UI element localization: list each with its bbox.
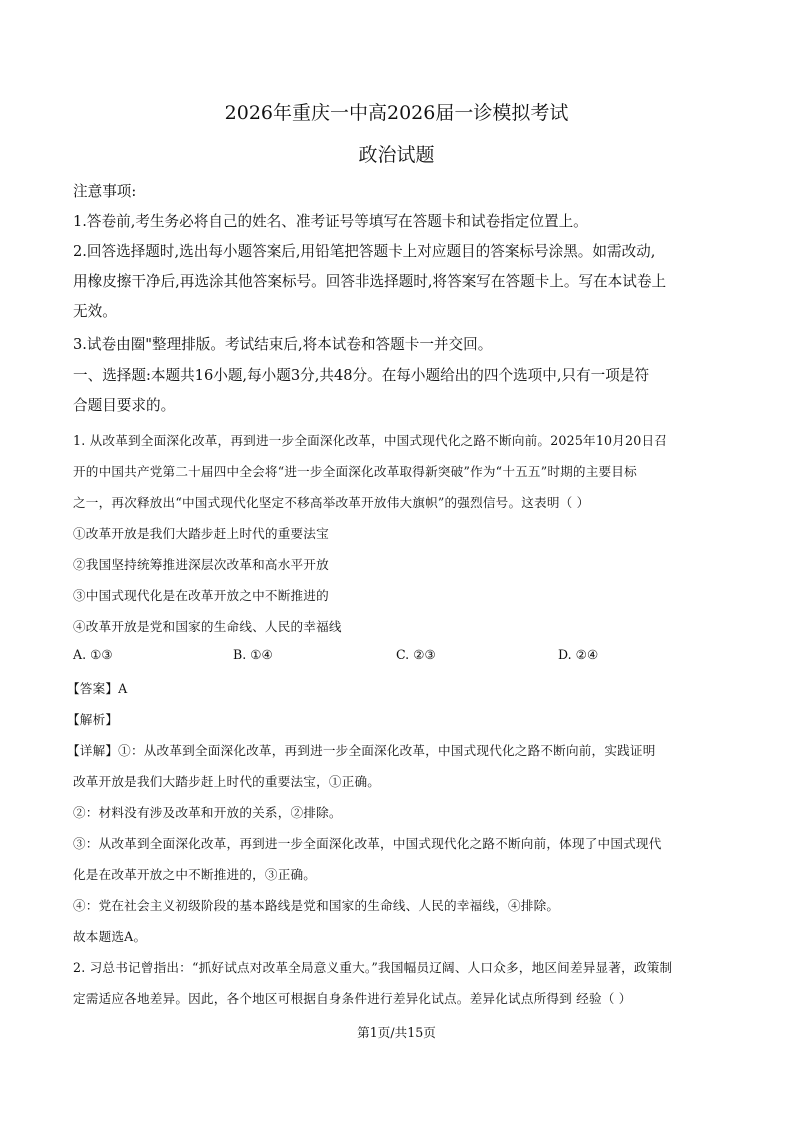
analysis-line: 改革开放是我们大踏步赶上时代的重要法宝，①正确。 — [73, 774, 381, 789]
notice-line: 1.答卷前,考生务必将自己的姓名、准考证号等填写在答题卡和试卷指定位置上。 — [73, 213, 588, 230]
analysis-line: 化是在改革开放之中不断推进的，③正确。 — [73, 867, 317, 882]
option-c: C. ②③ — [396, 647, 436, 662]
question-stem: 定需适应各地差异。因此，各个地区可根据自身条件进行差异化试点。差异化试点所得到 经验（ ） — [73, 991, 632, 1006]
analysis-line: ③：从改革到全面深化改革，再到进一步全面深化改革，中国式现代化之路不断向前，体现了中国式现代 — [73, 836, 662, 851]
statement: ③中国式现代化是在改革开放之中不断推进的 — [73, 588, 329, 603]
analysis-line: 【详解】①：从改革到全面深化改革，再到进一步全面深化改革，中国式现代化之路不断向前，实践证明 — [67, 743, 656, 758]
question-stem: 2. 习总书记曾指出：“抓好试点对改革全局意义重大。”我国幅员辽阔、人口众多，地区间差异显著，政策制 — [73, 960, 673, 975]
statement: ①改革开放是我们大踏步赶上时代的重要法宝 — [73, 526, 329, 541]
notice-line: 3.试卷由圈"整理排版。考试结束后,将本试卷和答题卡一并交回。 — [73, 336, 493, 353]
analysis-label: 【解析】 — [67, 712, 119, 727]
analysis-line: ④：党在社会主义初级阶段的基本路线是党和国家的生命线、人民的幸福线，④排除。 — [73, 898, 560, 913]
question-stem: 之一，再次释放出“中国式现代化坚定不移高举改革开放伟大旗帜”的强烈信号。这表明（ ） — [73, 495, 590, 510]
option-d: D. ②④ — [558, 647, 599, 662]
option-a: A. ①③ — [73, 647, 113, 662]
answer-label: 【答案】A — [67, 681, 128, 696]
section-instruction: 一、选择题:本题共16小题,每小题3分,共48分。在每小题给出的四个选项中,只有一项是符 — [73, 367, 650, 384]
question-stem: 1. 从改革到全面深化改革，再到进一步全面深化改革，中国式现代化之路不断向前。2025年10月20日召 — [73, 433, 668, 448]
option-b: B. ①④ — [233, 647, 273, 662]
section-instruction: 合题目要求的。 — [73, 397, 176, 414]
question-stem: 开的中国共产党第二十届四中全会将“进一步全面深化改革取得新突破”作为“十五五”时期的主要目标 — [73, 464, 637, 479]
notice-heading: 注意事项: — [73, 183, 137, 200]
exam-title: 2026年重庆一中高2026届一诊模拟考试 — [224, 102, 569, 124]
exam-subtitle: 政治试题 — [358, 144, 435, 166]
page-number: 第1页/共15页 — [357, 1025, 436, 1040]
analysis-line: 故本题选A。 — [73, 929, 147, 944]
statement: ②我国坚持统筹推进深层次改革和高水平开放 — [73, 557, 329, 572]
notice-line: 用橡皮擦干净后,再选涂其他答案标号。回答非选择题时,将答案写在答题卡上。写在本试卷上 — [73, 273, 667, 290]
analysis-line: ②：材料没有涉及改革和开放的关系，②排除。 — [73, 805, 342, 820]
statement: ④改革开放是党和国家的生命线、人民的幸福线 — [73, 619, 342, 634]
notice-line: 无效。 — [73, 303, 117, 320]
notice-line: 2.回答选择题时,选出每小题答案后,用铅笔把答题卡上对应题目的答案标号涂黑。如需改动, — [73, 243, 656, 260]
